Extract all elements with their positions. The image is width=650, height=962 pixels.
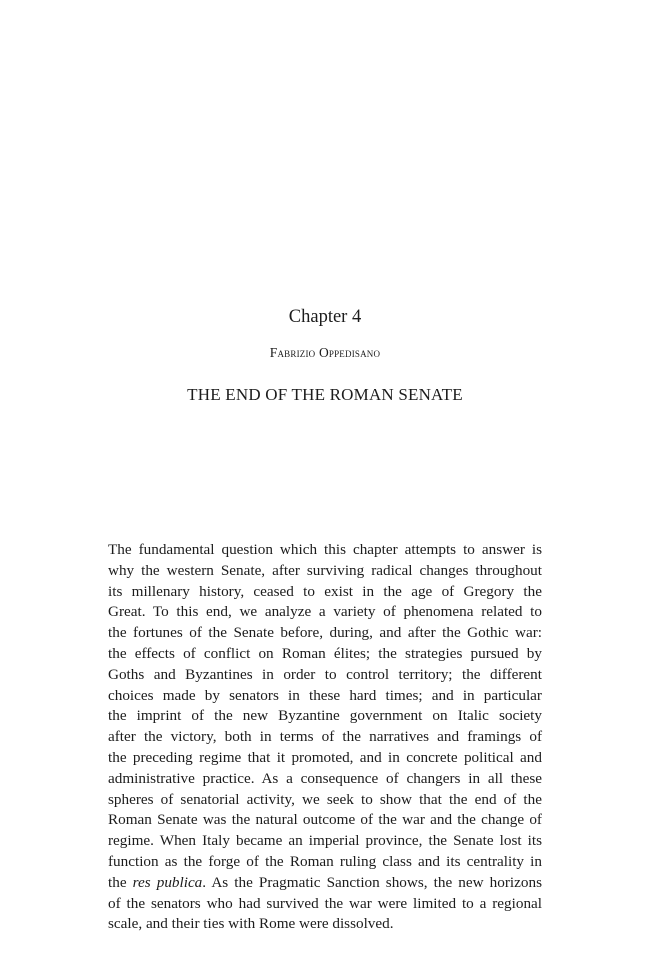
abstract-line-last: scale, and their ties with Rome were dissolved.	[108, 915, 394, 933]
abstract-line: choices made by senators in these hard times; and in particular	[108, 686, 542, 704]
chapter-number: Chapter 4	[288, 307, 362, 327]
abstract-text: . As the Pragmatic Sanction shows, the new horizons	[202, 873, 542, 891]
abstract-line: why the western Senate, after surviving radical changes throughout	[108, 561, 542, 579]
abstract-line: regime. When Italy became an imperial province, the Senate lost its	[108, 832, 542, 850]
abstract-line: after the victory, both in terms of the narratives and framings of	[108, 728, 542, 746]
abstract-italic-term: res publica	[132, 873, 203, 891]
abstract-line: the effects of conflict on Roman élites; the strategies pursued by	[108, 644, 542, 662]
chapter-author: Fabrizio Oppedisano	[269, 345, 381, 360]
abstract-line: the preceding regime that it promoted, and in concrete political and	[108, 748, 542, 766]
abstract-line: The fundamental question which this chapter attempts to answer is	[108, 541, 542, 558]
abstract-line-res-publica	[108, 873, 542, 894]
abstract-line: the fortunes of the Senate before, during, and after the Gothic war:	[108, 624, 542, 642]
abstract-line: the imprint of the new Byzantine government on Italic society	[108, 707, 542, 725]
abstract-line: spheres of senatorial activity, we seek to show that the end of the	[108, 790, 542, 808]
abstract-line: administrative practice. As a consequence of changers in all these	[108, 769, 542, 787]
abstract-line: function as the forge of the Roman ruling class and its centrality in	[108, 852, 542, 870]
abstract-text: the	[108, 873, 133, 891]
abstract-line: Great. To this end, we analyze a variety of phenomena related to	[108, 603, 542, 621]
abstract-line: Goths and Byzantines in order to control territory; the different	[108, 665, 542, 683]
chapter-abstract	[108, 540, 542, 935]
chapter-title: THE END OF THE ROMAN SENATE	[187, 385, 463, 404]
abstract-line: its millenary history, ceased to exist in the age of Gregory the	[108, 582, 542, 600]
abstract-line: Roman Senate was the natural outcome of the war and the change of	[108, 811, 542, 829]
abstract-line: of the senators who had survived the war were limited to a regional	[108, 894, 542, 912]
